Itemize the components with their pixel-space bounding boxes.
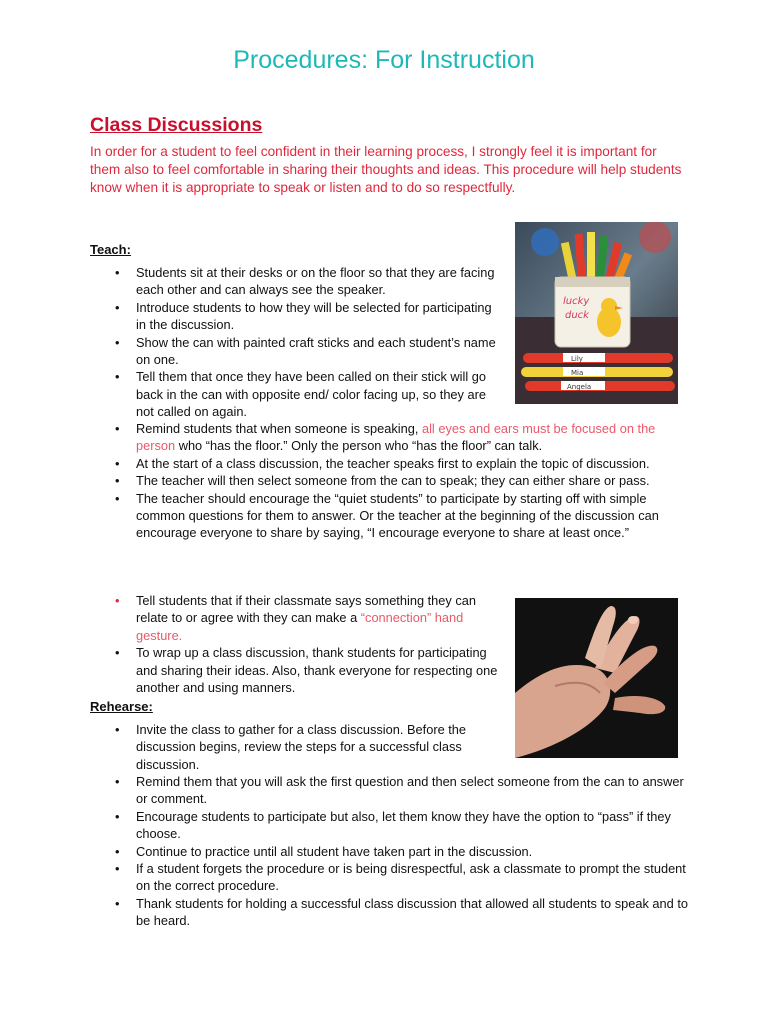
intro-paragraph: In order for a student to feel confident in their learning process, I strongly feel it is important for them also to feel comfortable in sharing their thoughts and ideas. This procedure will help students know when it is appropriate to speak or listen and to do so respectfully. bbox=[90, 144, 682, 195]
teach-list-a bbox=[90, 264, 500, 421]
list-item: • Remind students that when someone is speaking, all eyes and ears must be focused on the person who “has the floor.” Only the person who “has the floor” can talk. bbox=[115, 421, 656, 454]
bullet-icon: • bbox=[115, 843, 120, 859]
list-item: • Show the can with painted craft sticks and each student’s name on one. bbox=[115, 334, 496, 368]
highlighted-phrase: “connection” hand gesture. bbox=[136, 610, 464, 643]
bullet-icon: • bbox=[115, 774, 120, 789]
bullet-icon: • bbox=[115, 645, 120, 661]
list-item: • Tell them that once they have been called on their stick will go back in the can with opposite end/ color facing up, so they are not called on again. bbox=[115, 369, 486, 420]
list-item: • Students sit at their desks or on the floor so that they are facing each other and can always see the speaker. bbox=[115, 265, 495, 298]
list-item: • Introduce students to how they will be selected for participating in the discussion. bbox=[115, 299, 492, 333]
bullet-icon: • bbox=[115, 265, 120, 280]
rehearse-heading: Rehearse: bbox=[90, 699, 153, 714]
can-label-top: lucky bbox=[563, 296, 590, 307]
bullet-icon: • bbox=[115, 473, 120, 489]
section-heading: Class Discussions bbox=[90, 114, 263, 136]
bullet-icon: • bbox=[115, 299, 120, 315]
bullet-icon: • bbox=[115, 490, 120, 506]
can-label-bottom: duck bbox=[565, 310, 589, 321]
list-item: • Tell students that if their classmate says something they can relate to or agree with they can make a “connection” hand gesture. bbox=[115, 593, 476, 643]
list-item: • To wrap up a class discussion, thank students for participating and sharing their ideas. Also, thank everyone for respecting one another and using manners. bbox=[115, 645, 498, 696]
bullet-icon: • bbox=[115, 455, 120, 471]
bullet-icon: • bbox=[115, 722, 120, 737]
list-item: • At the start of a class discussion, the teacher speaks first to explain the topic of discussion. bbox=[115, 455, 650, 471]
bullet-icon: • bbox=[115, 861, 120, 877]
stick-name: Lily bbox=[571, 355, 583, 363]
stick-name: Angela bbox=[567, 383, 592, 391]
bullet-icon: • bbox=[115, 334, 120, 350]
list-item: • The teacher should encourage the “quiet students” to participate by starting off with simple common questions for them to answer. Or the teacher at the beginning of the discussion can encourage everyone to share by saying, “I encourage everyone to share at least once.” bbox=[115, 490, 659, 541]
list-item: • The teacher will then select someone from the can to speak; they can either share or pass. bbox=[115, 473, 650, 489]
page-title: Procedures: For Instruction bbox=[233, 46, 535, 74]
list-item: • Encourage students to participate but also, let them know they have the option to “pass” if they choose. bbox=[115, 808, 671, 842]
rehearse-list-b bbox=[90, 773, 690, 930]
bullet-icon: • bbox=[115, 421, 120, 436]
bullet-icon: • bbox=[115, 593, 120, 608]
bullet-icon: • bbox=[115, 808, 120, 824]
craft-sticks-photo bbox=[515, 222, 678, 404]
bullet-icon: • bbox=[115, 895, 120, 911]
list-item: • If a student forgets the procedure or is being disrespectful, ask a classmate to prompt the student on the correct procedure. bbox=[115, 861, 686, 894]
teach-list-b bbox=[90, 420, 690, 542]
stick-name: Mia bbox=[571, 369, 584, 377]
list-item: • Continue to practice until all student have taken part in the discussion. bbox=[115, 843, 533, 859]
hand-gesture-photo bbox=[515, 598, 678, 758]
teach-list-c bbox=[90, 592, 500, 696]
list-item: • Remind them that you will ask the first question and then select someone from the can to answer or comment. bbox=[115, 774, 684, 807]
highlighted-phrase: all eyes and ears must be focused on the person bbox=[136, 421, 656, 454]
list-item: • Invite the class to gather for a class discussion. Before the discussion begins, review the steps for a successful class discussion. bbox=[115, 722, 467, 772]
rehearse-list-a bbox=[90, 721, 500, 773]
bullet-icon: • bbox=[115, 369, 120, 385]
teach-heading: Teach: bbox=[90, 242, 131, 257]
list-item: • Thank students for holding a successful class discussion that allowed all students to speak and to be heard. bbox=[115, 895, 689, 929]
